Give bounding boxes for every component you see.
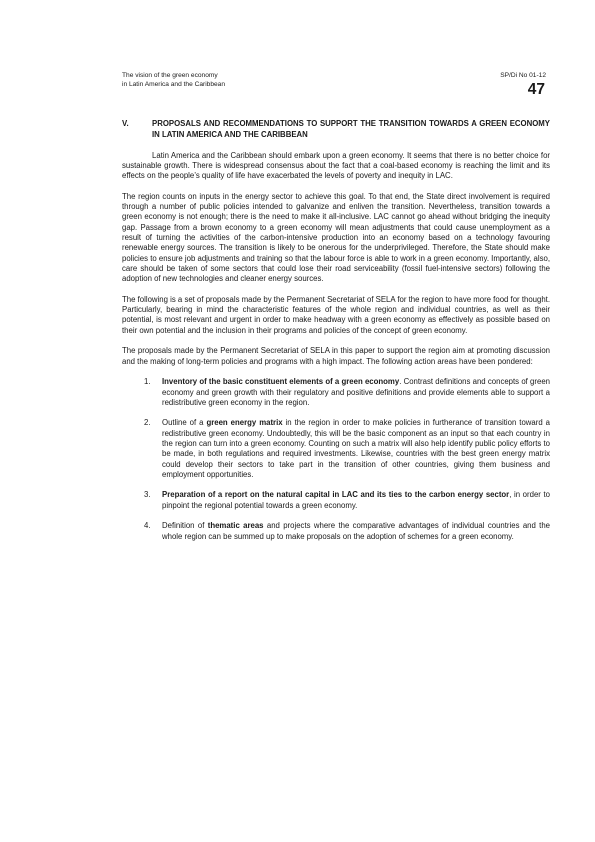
- action-item-text: [162, 377, 550, 408]
- action-item-number: 1.: [144, 377, 151, 387]
- action-item: [122, 418, 550, 480]
- document-code: SP/Di No 01-12: [500, 72, 546, 79]
- paragraph-action-areas: The proposals made by the Permanent Secretariat of SELA in this paper to support the region aim at promoting discussion and the making of long-term policies and programs with a high impact. The following action areas have been pondered:: [122, 346, 550, 366]
- action-item-rest: , in order to pinpoint the regional potential towards a green economy.: [162, 490, 550, 510]
- action-item-number: 2.: [144, 418, 151, 428]
- action-item-number: 4.: [144, 521, 151, 531]
- action-item: [122, 377, 550, 408]
- action-item-emphasis: Inventory of the basic constituent elements of a green economy: [162, 377, 400, 387]
- action-areas-list: [122, 377, 550, 542]
- section-heading: [122, 119, 550, 140]
- action-item-rest: in the region in order to make policies in furtherance of transition toward a redistributive green economy. Undoubtedly, this will be the basic component as an input so that each country in the region can turn into a green economy. Counting on such a matrix will also help identify public policy efforts to be made, in both regulations and required investments. Likewise, countries with the best green energy matrix could develop their sectors to take part in the transition of other countries, giving them business and employment opportunities.: [162, 418, 550, 479]
- action-item-emphasis: green energy matrix: [206, 418, 283, 428]
- page-number: 47: [527, 81, 545, 98]
- page-header: [122, 72, 546, 102]
- running-title-line-1: The vision of the green economy: [122, 72, 218, 79]
- section-number: V.: [122, 119, 129, 128]
- action-item-emphasis: thematic areas: [207, 521, 264, 531]
- paragraph-intro: Latin America and the Caribbean should embark upon a green economy. It seems that there is no better choice for sustainable growth. There is widespread consensus about the fact that a coal-based economy is reaching the limit and its effects on the people’s quality of life have exacerbated the levels of poverty and inequity in LAC.: [122, 150, 550, 181]
- action-item-rest: and projects where the comparative advantages of individual countries and the whole region can be summed up to make proposals on the adoption of schemes for a green economy.: [162, 521, 551, 541]
- action-item-number: 3.: [144, 490, 151, 500]
- action-item-text: [162, 521, 550, 542]
- action-item: [122, 490, 550, 511]
- paragraph-sela-proposals: The following is a set of proposals made by the Permanent Secretariat of SELA for the region to have more food for thought. Particularly, bearing in mind the characteristic features of the whole region and individual countries, as well as their potential, is most relevant and urgent in order to make headway with a green economy as effectively as possible based on their own potential and the inclusion in their programs and policies of the concept of green economy.: [122, 294, 550, 335]
- paragraph-energy-sector: The region counts on inputs in the energy sector to achieve this goal. To that end, the State direct involvement is required through a number of public policies intended to galvanize and enliven the transition. Nevertheless, transition towards a green economy is not enough; there is the need to make it all-inclusive. LAC cannot go ahead without bridging the inequity gap. Passage from a brown economy to a green economy will mean adjustments that could cause unemployment as a result of turning the activities of the carbon-intensive production into an economy based on a technology favouring renewable energy sources. The transition is likely to be onerous for the underprivileged. Therefore, the State should make policies to ensure job adjustments and training so that the labour force is able to work in a green economy. Importantly, also, care should be taken of some sectors that could lose their road serviceability (fossil fuel-intensive sectors) following the adoption of new technologies and cleaner energy sources.: [122, 191, 550, 284]
- action-item-text: [162, 490, 550, 511]
- action-item-emphasis: Preparation of a report on the natural capital in LAC and its ties to the carbon energy sector: [162, 490, 510, 500]
- running-title: [122, 72, 225, 89]
- action-item-lead: Definition of: [162, 521, 208, 531]
- action-item-rest: . Contrast definitions and concepts of green economy and green growth with their regulatory and positive definitions and provide elements able to support a redistributive green economy in the region.: [162, 377, 550, 407]
- action-item-text: [162, 418, 550, 480]
- section-title: PROPOSALS AND RECOMMENDATIONS TO SUPPORT THE TRANSITION TOWARDS A GREEN ECONOMY IN LATIN AMERICA AND THE CARIBBEAN: [152, 119, 550, 139]
- action-item-lead: Outline of a: [162, 418, 207, 428]
- section-body: [122, 119, 550, 552]
- running-title-line-2: in Latin America and the Caribbean: [122, 80, 226, 88]
- action-item: [122, 521, 550, 542]
